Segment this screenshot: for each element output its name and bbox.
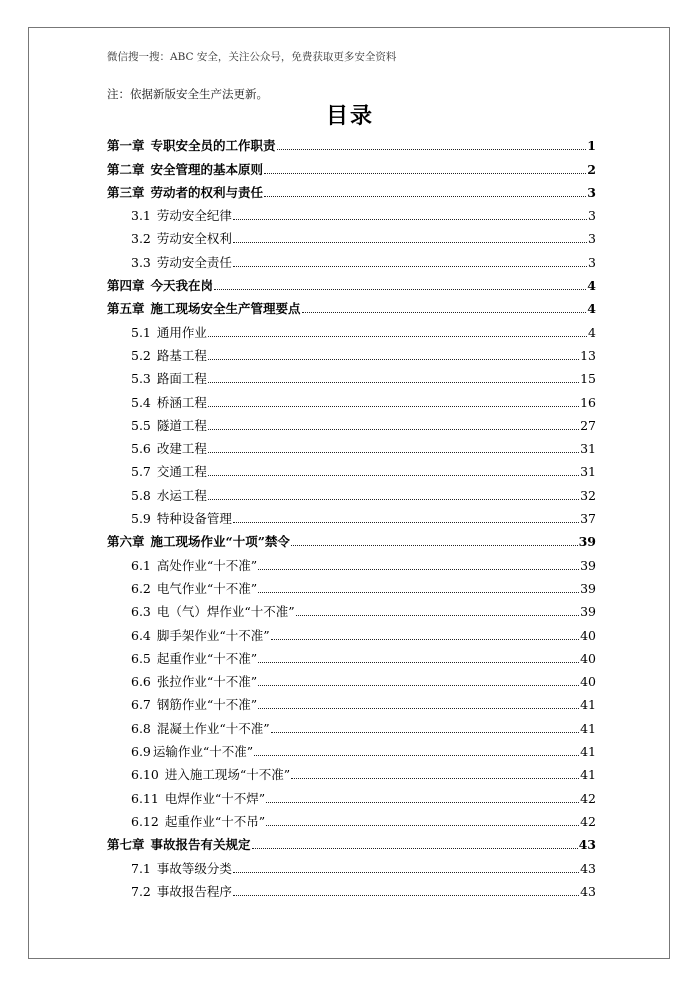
toc-dot-leader: [264, 196, 586, 197]
toc-entry-title: 事故报告有关规定: [150, 837, 251, 853]
toc-page-number: 41: [580, 744, 596, 760]
toc-page-number: 43: [578, 837, 596, 853]
toc-entry-title: 起重作业“十不准”: [156, 650, 258, 666]
toc-chapter-entry[interactable]: [107, 270, 596, 293]
toc-entry-title: 水运工程: [156, 487, 207, 503]
toc-entry-title: 劳动安全权利: [156, 231, 232, 247]
toc-dot-leader: [271, 732, 579, 733]
toc-section-entry[interactable]: [107, 876, 596, 899]
toc-entry-number: 5.8: [131, 487, 151, 503]
toc-entry-title: 通用作业: [156, 324, 207, 340]
toc-entry-number: 第七章: [107, 837, 145, 853]
toc-entry-number: 6.10: [131, 767, 159, 783]
toc-dot-leader: [277, 149, 587, 150]
toc-section-entry[interactable]: [107, 573, 596, 596]
toc-page-number: 40: [580, 674, 596, 690]
update-note: 注：依据新版安全生产法更新。: [107, 87, 268, 101]
toc-entry-title: 混凝土作业“十不准”: [156, 720, 270, 736]
toc-page-number: 15: [580, 371, 596, 387]
toc-page-number: 39: [580, 604, 596, 620]
toc-page-number: 41: [580, 697, 596, 713]
toc-chapter-entry[interactable]: [107, 177, 596, 200]
toc-page-number: 43: [580, 860, 596, 876]
toc-entry-number: 5.6: [131, 441, 151, 457]
toc-section-entry[interactable]: [107, 666, 596, 689]
toc-section-entry[interactable]: [107, 689, 596, 712]
toc-dot-leader: [254, 755, 579, 756]
toc-section-entry[interactable]: [107, 363, 596, 386]
toc-page-number: 43: [580, 883, 596, 899]
toc-entry-number: 6.4: [131, 627, 151, 643]
toc-dot-leader: [208, 359, 579, 360]
toc-entry-number: 3.3: [131, 254, 151, 270]
toc-entry-title: 进入施工现场“十不准”: [164, 767, 291, 783]
toc-entry-number: 5.9: [131, 511, 151, 527]
toc-dot-leader: [233, 895, 579, 896]
toc-title: 目录: [325, 104, 374, 129]
toc-dot-leader: [258, 569, 579, 570]
toc-chapter-entry[interactable]: [107, 829, 596, 852]
toc-entry-number: 第六章: [107, 534, 145, 550]
toc-entry-title: 事故等级分类: [156, 860, 232, 876]
toc-page-number: 40: [580, 627, 596, 643]
toc-entry-number: 7.2: [131, 883, 151, 899]
toc-entry-number: 6.8: [131, 720, 151, 736]
toc-page-number: 39: [580, 580, 596, 596]
toc-section-entry[interactable]: [107, 736, 596, 759]
toc-dot-leader: [208, 406, 579, 407]
toc-dot-leader: [258, 592, 579, 593]
toc-entry-title: 脚手架作业“十不准”: [156, 627, 270, 643]
toc-section-entry[interactable]: [107, 712, 596, 735]
toc-page-number: 41: [580, 767, 596, 783]
toc-entry-title: 钢筋作业“十不准”: [156, 697, 258, 713]
toc-page-number: 39: [580, 557, 596, 573]
toc-entry-title: 起重作业“十不吊”: [164, 813, 266, 829]
toc-section-entry[interactable]: [107, 503, 596, 526]
promo-header: 微信搜一搜：ABC 安全，关注公众号，免费获取更多安全资料: [107, 51, 397, 63]
toc-section-entry[interactable]: [107, 433, 596, 456]
toc-entry-number: 6.11: [131, 790, 159, 806]
table-of-contents: [107, 130, 596, 899]
toc-entry-title: 电（气）焊作业“十不准”: [156, 604, 295, 620]
toc-dot-leader: [208, 336, 587, 337]
toc-dot-leader: [233, 266, 587, 267]
toc-dot-leader: [233, 522, 579, 523]
toc-entry-number: 第三章: [107, 184, 145, 200]
toc-entry-title: 施工现场安全生产管理要点: [150, 301, 301, 317]
toc-section-entry[interactable]: [107, 852, 596, 875]
toc-entry-title: 电焊作业“十不焊”: [164, 790, 266, 806]
toc-entry-number: 第五章: [107, 301, 145, 317]
toc-entry-title: 路面工程: [156, 371, 207, 387]
toc-dot-leader: [258, 662, 579, 663]
toc-entry-number: 5.7: [131, 464, 151, 480]
toc-chapter-entry[interactable]: [107, 526, 596, 549]
toc-chapter-entry[interactable]: [107, 293, 596, 316]
toc-entry-title: 高处作业“十不准”: [156, 557, 258, 573]
toc-entry-number: 6.3: [131, 604, 151, 620]
toc-page-number: 2: [587, 161, 596, 177]
toc-page-number: 16: [580, 394, 596, 410]
toc-dot-leader: [252, 848, 578, 849]
toc-dot-leader: [296, 615, 579, 616]
toc-entry-title: 桥涵工程: [156, 394, 207, 410]
toc-page-number: 3: [588, 231, 596, 247]
toc-section-entry[interactable]: [107, 759, 596, 782]
toc-section-entry[interactable]: [107, 643, 596, 666]
toc-page-number: 27: [580, 417, 596, 433]
toc-chapter-entry[interactable]: [107, 153, 596, 176]
toc-dot-leader: [266, 825, 579, 826]
toc-entry-number: 6.5: [131, 650, 151, 666]
toc-entry-title: 劳动者的权利与责任: [150, 184, 264, 200]
toc-page-number: 13: [580, 347, 596, 363]
toc-dot-leader: [208, 452, 579, 453]
toc-dot-leader: [258, 708, 579, 709]
toc-entry-title: 今天我在岗: [150, 278, 214, 294]
toc-section-entry[interactable]: [107, 316, 596, 339]
toc-dot-leader: [208, 429, 579, 430]
toc-entry-number: 6.6: [131, 674, 151, 690]
toc-entry-number: 6.9: [131, 744, 151, 760]
toc-dot-leader: [291, 778, 579, 779]
toc-entry-title: 交通工程: [156, 464, 207, 480]
toc-dot-leader: [233, 872, 579, 873]
toc-section-entry[interactable]: [107, 223, 596, 246]
toc-page-number: 31: [580, 441, 596, 457]
toc-entry-number: 5.4: [131, 394, 151, 410]
toc-section-entry[interactable]: [107, 410, 596, 433]
toc-entry-title: 事故报告程序: [156, 883, 232, 899]
toc-entry-number: 5.5: [131, 417, 151, 433]
toc-section-entry[interactable]: [107, 806, 596, 829]
toc-entry-number: 第二章: [107, 161, 145, 177]
toc-entry-number: 6.2: [131, 580, 151, 596]
toc-chapter-entry[interactable]: [107, 130, 596, 153]
toc-entry-title: 专职安全员的工作职责: [150, 138, 276, 154]
toc-dot-leader: [214, 289, 586, 290]
toc-dot-leader: [266, 802, 579, 803]
toc-dot-leader: [291, 545, 578, 546]
toc-page-number: 39: [578, 534, 596, 550]
toc-entry-number: 6.12: [131, 813, 159, 829]
toc-page-number: 3: [587, 184, 596, 200]
toc-section-entry[interactable]: [107, 386, 596, 409]
toc-page-number: 42: [580, 813, 596, 829]
toc-entry-number: 3.1: [131, 208, 151, 224]
toc-entry-number: 5.2: [131, 347, 151, 363]
toc-entry-number: 3.2: [131, 231, 151, 247]
toc-entry-number: 5.3: [131, 371, 151, 387]
toc-page-number: 41: [580, 720, 596, 736]
toc-entry-title: 电气作业“十不准”: [156, 580, 258, 596]
toc-page-number: 4: [587, 301, 596, 317]
toc-entry-number: 第四章: [107, 278, 145, 294]
toc-page-number: 37: [580, 511, 596, 527]
toc-entry-title: 改建工程: [156, 441, 207, 457]
toc-page-number: 4: [587, 278, 596, 294]
toc-page-number: 3: [588, 208, 596, 224]
toc-dot-leader: [302, 312, 587, 313]
toc-entry-number: 5.1: [131, 324, 151, 340]
toc-entry-number: 7.1: [131, 860, 151, 876]
toc-entry-number: 6.1: [131, 557, 151, 573]
toc-dot-leader: [233, 242, 587, 243]
toc-entry-title: 路基工程: [156, 347, 207, 363]
toc-entry-title: 隧道工程: [156, 417, 207, 433]
toc-page-number: 31: [580, 464, 596, 480]
toc-entry-number: 第一章: [107, 138, 145, 154]
toc-dot-leader: [208, 499, 579, 500]
toc-dot-leader: [258, 685, 579, 686]
toc-dot-leader: [271, 639, 579, 640]
toc-page-number: 42: [580, 790, 596, 806]
toc-section-entry[interactable]: [107, 479, 596, 502]
toc-entry-number: 6.7: [131, 697, 151, 713]
toc-entry-title: 劳动安全责任: [156, 254, 232, 270]
toc-section-entry[interactable]: [107, 340, 596, 363]
toc-page-number: 32: [580, 487, 596, 503]
toc-entry-title: 安全管理的基本原则: [150, 161, 264, 177]
toc-entry-title: 张拉作业“十不准”: [156, 674, 258, 690]
toc-entry-title: 特种设备管理: [156, 511, 232, 527]
toc-dot-leader: [208, 382, 579, 383]
toc-section-entry[interactable]: [107, 456, 596, 479]
toc-section-entry[interactable]: [107, 619, 596, 642]
toc-page-number: 4: [588, 324, 596, 340]
toc-page-number: 1: [587, 138, 596, 154]
toc-dot-leader: [264, 173, 586, 174]
toc-section-entry[interactable]: [107, 596, 596, 619]
toc-section-entry[interactable]: [107, 200, 596, 223]
toc-section-entry[interactable]: [107, 782, 596, 805]
toc-page-number: 3: [588, 254, 596, 270]
toc-dot-leader: [233, 219, 587, 220]
toc-page-number: 40: [580, 650, 596, 666]
toc-entry-title: 运输作业“十不准”: [152, 744, 254, 760]
toc-entry-title: 施工现场作业“十项”禁令: [150, 534, 290, 550]
toc-dot-leader: [208, 475, 579, 476]
toc-section-entry[interactable]: [107, 246, 596, 269]
toc-entry-title: 劳动安全纪律: [156, 208, 232, 224]
toc-section-entry[interactable]: [107, 549, 596, 572]
